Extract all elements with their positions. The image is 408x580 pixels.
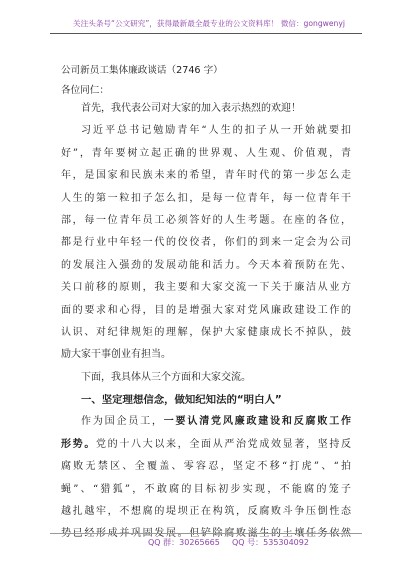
section-emphasis-end: 形势。: [61, 438, 96, 450]
paragraph-line: 年，是国家和民族未来的希望，青年时代的第一步怎么走: [61, 170, 351, 182]
paragraph-line: 励大家干事创业有担当。: [61, 349, 171, 361]
paragraph-line: 的发展注入强劲的发展动能和活力。今天本着预防在先、: [61, 259, 351, 271]
paragraph-line: 部，每一位青年员工必须答好的人生考题。在座的各位，: [61, 214, 351, 226]
paragraph-line: 关口前移的原则，我主要和大家交流一下关于廉洁从业方: [61, 282, 351, 294]
paragraph-line: 首先，我代表公司对大家的加入表示热烈的欢迎！: [81, 103, 301, 114]
paragraph-line: 势已经形成并巩固发展。但铲除腐败滋生的土壤任务依然: [61, 528, 351, 540]
header-divider: [50, 33, 362, 34]
body-text: [61, 98, 351, 546]
paragraph-line: [61, 434, 351, 456]
paragraph-line: 越扎越牢，不想腐的堤坝正在构筑，反腐败斗争压倒性态: [61, 506, 351, 518]
paragraph-line: 下面，我具体从三个方面和大家交流。: [81, 371, 251, 383]
paragraph-line: 都是行业中年轻一代的佼佼者，你们的到来一定会为公司: [61, 237, 351, 249]
section-text: 党的十八大以来，全面从严治党成效显著，坚持反: [96, 438, 351, 450]
greeting: 各位同仁：: [61, 85, 109, 96]
qq-group-number: QQ 群：30265665: [148, 538, 220, 547]
paragraph-line: 认识、对纪律规矩的理解，保护大家健康成长不掉队，鼓: [61, 326, 351, 338]
header-banner: 关注头条号“公文研究”，获得最新最全最专业的公文资料库！ 微信：gongwenyj: [73, 19, 345, 28]
qq-number: QQ 号：535304092: [232, 538, 309, 547]
paragraph-line: 腐败无禁区、全覆盖、零容忍，坚定不移“打虎”、“拍: [61, 461, 351, 473]
paragraph-line: 人生的第一粒扣子怎么扣，是每一位青年，每一位青年干: [61, 192, 351, 204]
paragraph-line: [61, 411, 351, 433]
section-lead-emphasis: 一要认清党风廉政建设和反腐败工作: [163, 416, 351, 428]
paragraph-line: 好”，青年要树立起正确的世界观、人生观、价值观，青: [61, 147, 351, 159]
section-heading: 一、坚定理想信念，做知纪知法的“明白人”: [81, 394, 282, 407]
section-lead-text: 作为国企员工，: [81, 416, 164, 428]
document-title: 公司新员工集体廉政谈话（2746 字）: [61, 65, 223, 76]
paragraph-line: 蝇”、“猎狐”，不敢腐的目标初步实现，不能腐的笼子: [61, 483, 351, 495]
footer: [0, 537, 408, 551]
paragraph-line: 面的要求和心得，目的是增强大家对党风廉政建设工作的: [61, 304, 351, 316]
footer-divider: [50, 533, 362, 534]
paragraph-line: 习近平总书记勉励青年“人生的扣子从一开始就要扣: [81, 125, 351, 137]
